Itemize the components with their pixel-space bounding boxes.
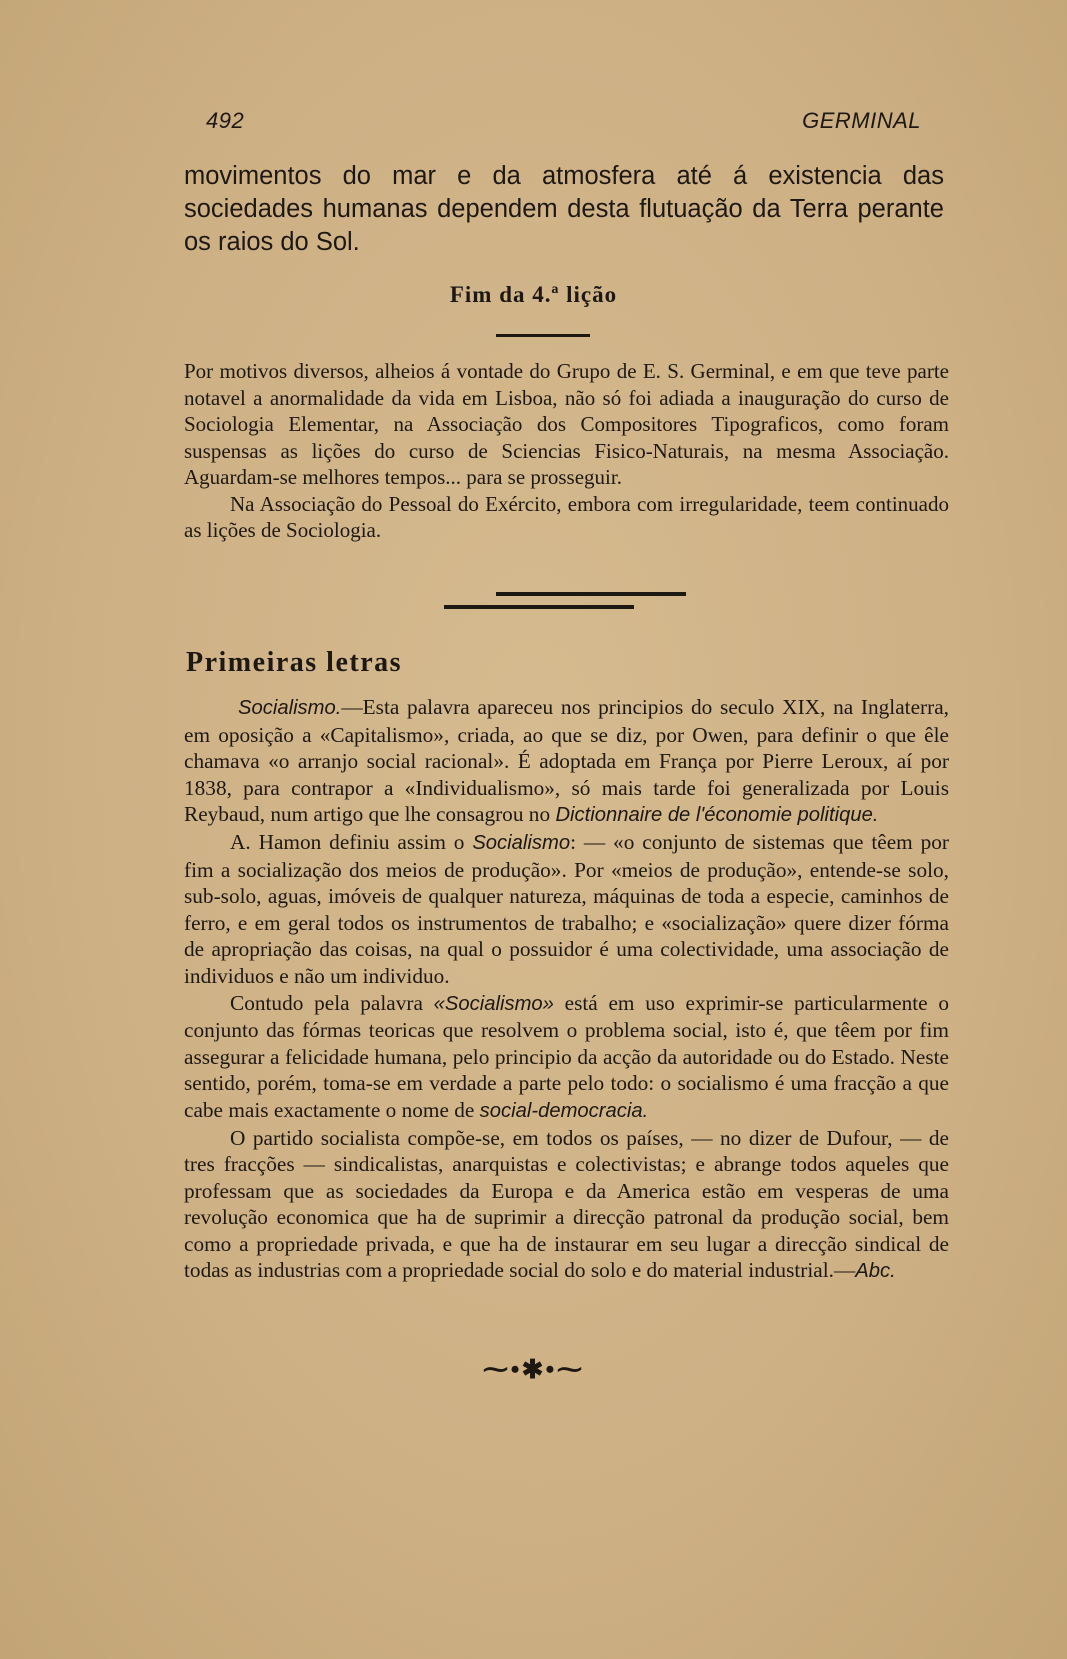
page-number: 492	[206, 108, 245, 133]
term: «Socialismo»	[433, 992, 554, 1015]
running-head	[206, 108, 921, 134]
lesson-end-heading: Fim da 4.ª lição	[449, 282, 618, 307]
note-paragraph: Por motivos diversos, alheios á vontade do Grupo de E. S. Germinal, e em que teve parte notavel a anormalidade da vida em Lisboa, não só foi adiada a inauguração do curso de Sociologia Elementar, na Associação dos Compositores Tipograficos, como foram suspensas as lições do curso de Sciencias Fisico-Naturais, na mesma Associação. Aguardam-se melhores tempos... para se prosseguir.	[184, 359, 949, 489]
journal-title: GERMINAL	[802, 108, 921, 133]
continued-paragraph: movimentos do mar e da atmosfera até á existencia das sociedades humanas dependem desta flutuação da Terra perante os raios do Sol.	[184, 162, 944, 256]
article-paragraph: Socialismo.—Esta palavra apareceu nos principios do seculo XIX, na Inglaterra, em oposição a «Capitalismo», criada, ao que se diz, por Owen, para definir o que êle chamava «o arranjo social racional». É adoptada em França por Pierre Leroux, aí por 1838, para contrapor a «Individualismo», só mais tarde foi generalizada por Louis Reybaud, num artigo que lhe consagrou no Dictionnaire de l'économie politique.	[184, 695, 949, 827]
reference: Dictionnaire de l'économie politique.	[555, 804, 879, 827]
signature: Abc.	[855, 1260, 896, 1283]
article-paragraph: A. Hamon definiu assim o Socialismo: — «o conjunto de sistemas que têem por fim a socialização dos meios de produção». Por «meios de produção», entende-se solo, sub-solo, aguas, imóveis de qualquer natureza, máquinas de toda a especie, caminhos de ferro, e em geral todos os instrumentos de trabalho; e «socialização» quere dizer fórma de apropriação das coisas, na qual o possuidor é uma colectividade, uma associação de individuos e não um individuo.	[184, 829, 949, 988]
term: Socialismo.	[238, 697, 342, 719]
section-title: Primeiras letras	[186, 647, 403, 678]
divider-rule-top	[496, 592, 686, 596]
fleuron-ornament: ⁓•✱•⁓	[482, 1355, 585, 1384]
term: Socialismo	[472, 831, 571, 854]
divider-rule-bottom	[444, 605, 634, 609]
article-paragraph: Contudo pela palavra «Socialismo» está em uso exprimir-se particularmente o conjunto das fórmas teoricas que resolvem o problema social, isto é, que têem por fim assegurar a felicidade humana, pelo principio da acção da autoridade ou do Estado. Neste sentido, porém, toma-se em verdade a parte pelo todo: o socialismo é uma fracção a que cabe mais exactamente o nome de social-democracia.	[184, 990, 949, 1122]
article-body	[184, 694, 949, 1285]
announcement-note	[184, 358, 949, 544]
article-paragraph: O partido socialista compõe-se, em todos os países, — no dizer de Dufour, — de tres fracções — sindicalistas, anarquistas e colectivistas; e abrange todos aqueles que professam que as sociedades da Europa e da America estão em vesperas de uma revolução economica que ha de suprimir a direcção patronal da produção social, bem como a propriedade privada, e que ha de instaurar em seu lugar a direcção sindical de todas as industrias com a propriedade social do solo e do material industrial.—Abc.	[184, 1125, 949, 1283]
note-paragraph: Na Associação do Pessoal do Exército, embora com irregularidade, teem continuado as lições de Sociologia.	[184, 491, 949, 542]
short-rule	[496, 334, 590, 337]
term: social-democracia.	[479, 1099, 649, 1122]
